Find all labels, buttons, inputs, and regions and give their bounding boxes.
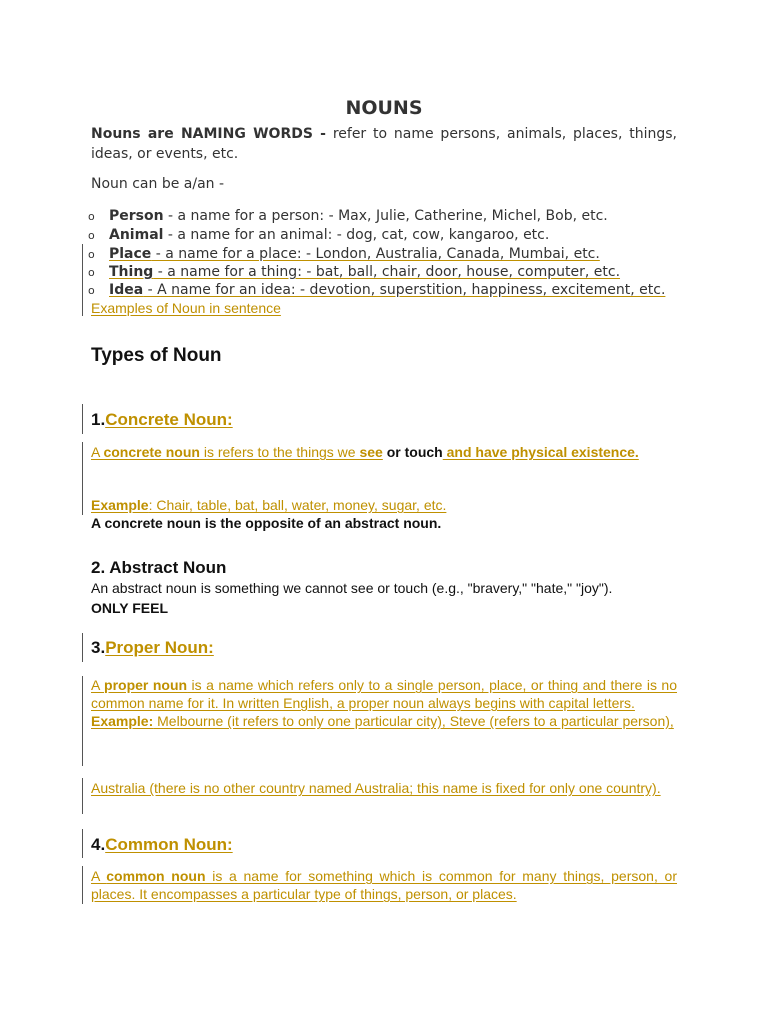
australia-paragraph: Australia (there is no other country named Australia; this name is fixed for only one country). [91, 780, 661, 796]
list-text: - a name for a person: - Max, Julie, Catherine, Michel, Bob, etc. [163, 208, 608, 224]
proper-paragraph [91, 676, 677, 730]
examples-link[interactable]: Examples of Noun in sentence [91, 300, 281, 316]
common-heading-link[interactable]: Common Noun: [105, 835, 233, 854]
list-term: Place [109, 246, 152, 262]
concrete-heading [91, 410, 233, 430]
change-bar [82, 442, 83, 515]
concrete-a: A [91, 444, 104, 460]
list-text: - a name for a place: - London, Australia, Canada, Mumbai, etc. [151, 246, 600, 262]
proper-example-label: Example: [91, 713, 154, 729]
list-item [88, 226, 549, 245]
list-item [88, 207, 608, 226]
list-item-link[interactable] [88, 263, 620, 282]
change-bar [82, 676, 83, 766]
proper-term: proper noun [104, 677, 188, 693]
change-bar [82, 778, 83, 814]
concrete-number: 1. [91, 410, 106, 429]
common-number: 4. [91, 835, 106, 854]
bullet: o [88, 229, 95, 242]
list-term: Person [109, 208, 164, 224]
common-term: common noun [106, 868, 206, 884]
only-feel-text: ONLY FEEL [91, 600, 169, 616]
list-text: - a name for an animal: - dog, cat, cow, kangaroo, etc. [163, 227, 550, 243]
list-item-link[interactable] [88, 281, 665, 300]
abstract-text: An abstract noun is something we cannot see or touch (e.g., "bravery," "hate," "joy"). [91, 580, 613, 596]
list-text: - A name for an idea: - devotion, superstition, happiness, excitement, etc. [143, 282, 666, 298]
concrete-paragraph [91, 443, 677, 461]
concrete-term: concrete noun [103, 444, 200, 460]
concrete-example-label: Example [91, 497, 149, 513]
proper-heading [91, 638, 214, 658]
bullet: o [88, 248, 95, 261]
change-bar [82, 404, 83, 434]
intro-bold: Nouns are NAMING WORDS - [91, 126, 326, 142]
proper-example-text: Melbourne (it refers to only one particular city), Steve (refers to a particular person), [153, 713, 674, 729]
list-text: - a name for a thing: - bat, ball, chair, door, house, computer, etc. [153, 264, 621, 280]
change-bar [82, 244, 83, 316]
intro-text: refer to name persons, animals, places, things, ideas, or events, etc. [91, 126, 678, 162]
types-heading: Types of Noun [91, 345, 222, 366]
concrete-mid: is refers to the things we [199, 444, 360, 460]
common-paragraph [91, 867, 677, 903]
list-term: Thing [109, 264, 154, 280]
concrete-see: see [359, 444, 383, 460]
concrete-or-touch: or touch [382, 444, 443, 460]
concrete-heading-link[interactable]: Concrete Noun: [105, 410, 233, 429]
proper-number: 3. [91, 638, 106, 657]
intro-paragraph [91, 124, 677, 164]
common-a: A [91, 868, 107, 884]
noun-can-be-text: Noun can be a/an - [91, 176, 225, 192]
concrete-example-text: : Chair, table, bat, ball, water, money, sugar, etc. [148, 497, 447, 513]
change-bar [82, 829, 83, 858]
proper-text: is a name which refers only to a single person, place, or thing and there is no common name for it. In written English, a proper noun always begins with capital letters. [91, 677, 677, 711]
bullet: o [88, 210, 95, 223]
common-heading [91, 835, 233, 855]
abstract-heading: 2. Abstract Noun [91, 558, 227, 577]
change-bar [82, 866, 83, 904]
concrete-end: and have physical existence. [442, 444, 639, 460]
proper-a: A [91, 677, 105, 693]
concrete-example [91, 497, 446, 513]
bullet: o [88, 266, 95, 279]
proper-heading-link[interactable]: Proper Noun: [105, 638, 214, 657]
list-term: Idea [109, 282, 144, 298]
bullet: o [88, 284, 95, 297]
list-item-link[interactable] [88, 245, 600, 264]
concrete-note: A concrete noun is the opposite of an abstract noun. [91, 515, 442, 531]
page-title: NOUNS [345, 97, 423, 119]
change-bar [82, 633, 83, 662]
list-term: Animal [109, 227, 164, 243]
common-text: is a name for something which is common for many things, person, or places. It encompasses a particular type of things, person, or places. [91, 868, 677, 902]
